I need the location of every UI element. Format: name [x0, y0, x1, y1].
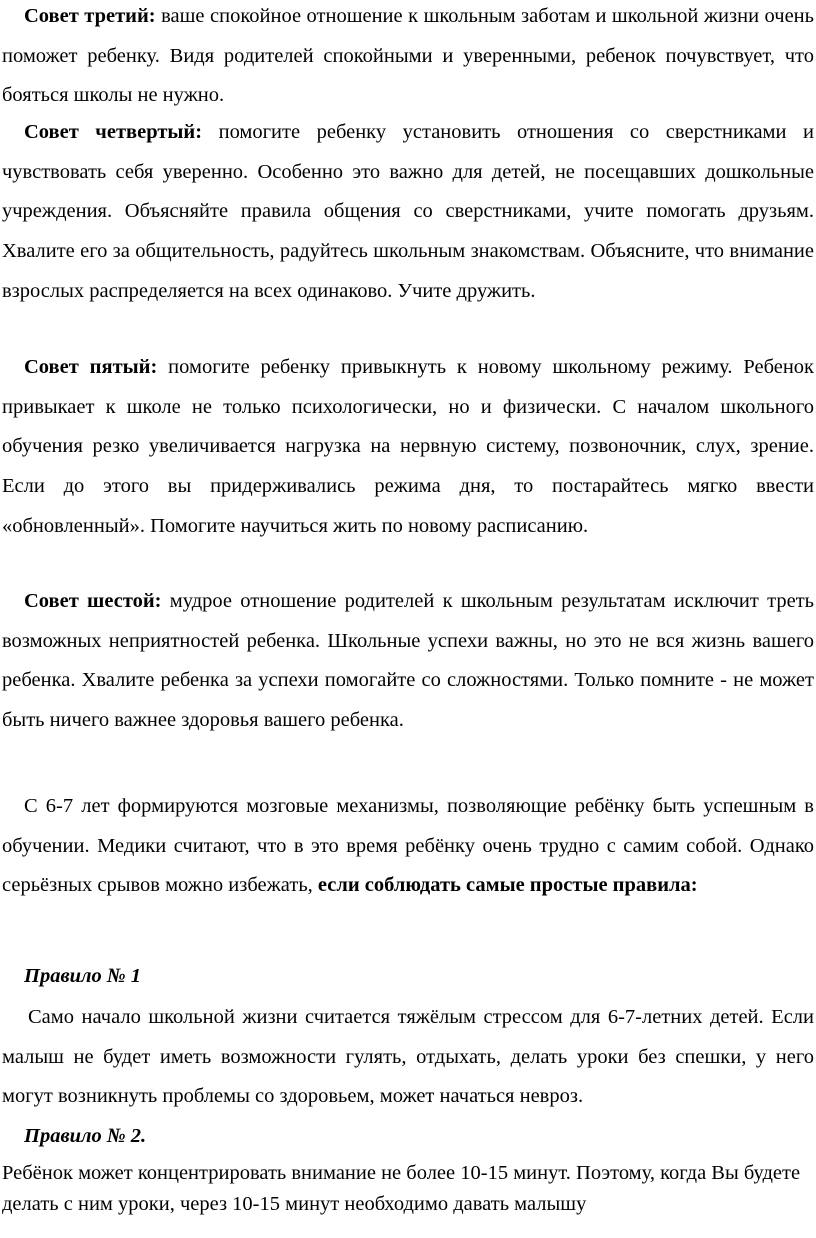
- tip-4-paragraph: [2, 113, 814, 312]
- tip-3-title: Совет третий:: [24, 5, 156, 27]
- tip-5-title: Совет пятый:: [24, 356, 158, 378]
- rule-1-title: Правило № 1: [24, 965, 142, 987]
- tip-6-paragraph: [2, 582, 814, 741]
- rule-2-title: Правило № 2.: [24, 1125, 147, 1147]
- rule-2-text: Ребёнок может концентрировать внимание не более 10-15 минут. Поэтому, когда Вы будете делать с ним уроки, через 10-15 минут необходимо давать малышу: [2, 1162, 801, 1215]
- intro-text: С 6-7 лет формируются мозговые механизмы, позволяющие ребёнку быть успешным в обучении. Медики считают, что в это время ребёнку очень трудно с самим собой. Однако серьёзных срывов можно избежать,: [2, 795, 814, 897]
- tip-4-text: помогите ребенку установить отношения со сверстниками и чувствовать себя уверенно. Особенно это важно для детей, не посещавших дошкольные учреждения. Объясняйте правила общения со сверстниками, учите помогать друзьям. Хвалите его за общительность, радуйтесь школьным знакомствам. Объясните, что внимание взрослых распределяется на всех одинаково. Учите дружить.: [2, 121, 815, 302]
- tip-6-text: мудрое отношение родителей к школьным результатам исключит треть возможных неприятностей ребенка. Школьные успехи важны, но это не вся жизнь вашего ребенка. Хвалите ребенка за успехи помогайте со сложностями. Только помните - не может быть ничего важнее здоровья вашего ребенка.: [2, 590, 815, 732]
- tip-5-paragraph: [2, 348, 814, 547]
- rule-1-text: Само начало школьной жизни считается тяжёлым стрессом для 6-7-летних детей. Если малыш не будет иметь возможности гулять, отдыхать, делать уроки без спешки, у него могут возникнуть проблемы со здоровьем, может начаться невроз.: [2, 1006, 814, 1108]
- tip-6-title: Совет шестой:: [24, 590, 162, 612]
- tip-3-text: ваше спокойное отношение к школьным заботам и школьной жизни очень поможет ребенку. Видя родителей спокойными и уверенными, ребенок почувствует, что бояться школы не нужно.: [2, 5, 814, 107]
- intro-paragraph: [2, 787, 814, 906]
- intro-bold-text: если соблюдать самые простые правила:: [317, 874, 698, 897]
- tip-4-title: Совет четвертый:: [24, 121, 203, 143]
- tip-3-paragraph: [2, 0, 814, 116]
- tip-5-text: помогите ребенку привыкнуть к новому школьному режиму. Ребенок привыкает к школе не только психологически, но и физически. С началом школьного обучения резко увеличивается нагрузка на нервную систему, позвоночник, слух, зрение. Если до этого вы придерживались режима дня, то постарайтесь мягко ввести «обновленный». Помогите научиться жить по новому расписанию.: [2, 356, 815, 537]
